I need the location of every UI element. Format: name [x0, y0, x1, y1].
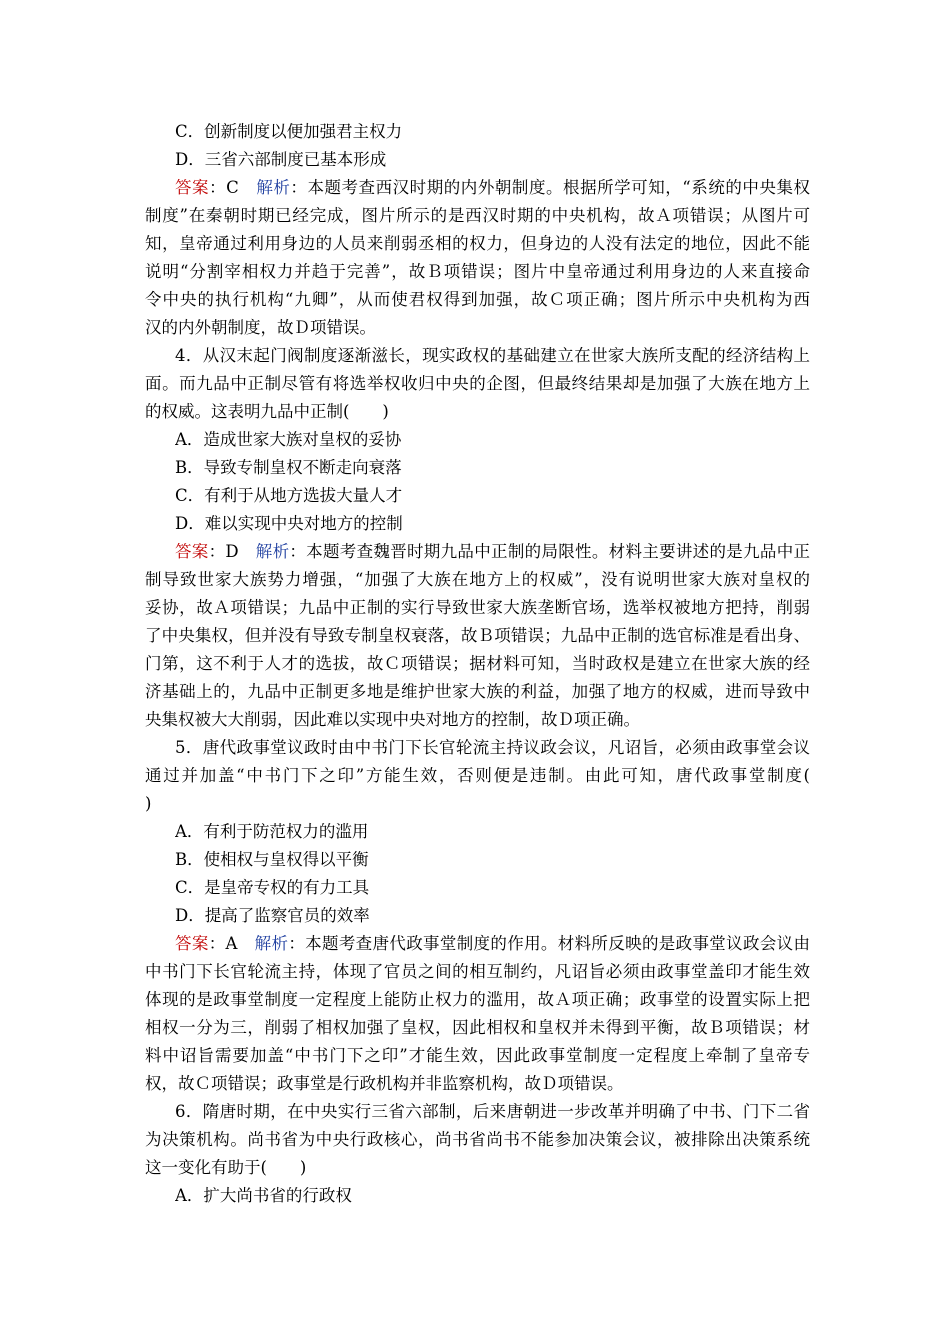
q5-option-d: D．提高了监察官员的效率: [175, 906, 370, 925]
answer-label: 答案: [175, 934, 209, 953]
answer-value: ：C: [209, 178, 257, 197]
analysis-label: 解析: [255, 542, 290, 561]
q5-stem-line: ): [145, 794, 152, 813]
analysis-text: ：本题考查魏晋时期九品中正制的局限性。材料主要讲述的是九品中正: [289, 542, 810, 561]
q4-analysis-line: 妥协，故Ａ项错误；九品中正制的实行导致世家大族垄断官场，选举权被地方把持，削弱: [145, 598, 810, 617]
q3-analysis-line: 汉的内外朝制度，故Ｄ项错误。: [145, 318, 376, 337]
q5-stem-line: 5．唐代政事堂议政时由中书门下长官轮流主持议政会议，凡诏旨，必须由政事堂会议: [175, 738, 810, 757]
answer-value: ：D: [208, 542, 256, 561]
q5-option-c: C．是皇帝专权的有力工具: [175, 878, 370, 897]
q5-option-b: B．使相权与皇权得以平衡: [175, 850, 369, 869]
q3-analysis-line: 制度”在秦朝时期已经完成，图片所示的是西汉时期的中央机构，故Ａ项错误；从图片可: [145, 206, 810, 225]
q4-answer-line: [175, 538, 810, 566]
q5-answer-line: [175, 930, 810, 958]
analysis-label: 解析: [256, 178, 291, 197]
q5-analysis-line: 相权一分为三，削弱了相权加强了皇权，因此相权和皇权并未得到平衡，故Ｂ项错误；材: [145, 1018, 810, 1037]
q4-stem-line: 面。而九品中正制尽管有将选举权收归中央的企图，但最终结果却是加强了大族在地方上: [145, 374, 810, 393]
q3-answer-line: [175, 174, 810, 202]
q4-stem-line: 的权威。这表明九品中正制( ): [145, 402, 389, 421]
answer-label: 答案: [175, 178, 210, 197]
q4-analysis-line: 制导致世家大族势力增强，“加强了大族在地方上的权威”，没有说明世家大族对皇权的: [145, 570, 810, 589]
q4-option-c: C．有利于从地方选拔大量人才: [175, 486, 403, 505]
q3-analysis-line: 令中央的执行机构“九卿”，从而使君权得到加强，故Ｃ项正确；图片所示中央机构为西: [145, 290, 810, 309]
q6-stem-line: 为决策机构。尚书省为中央行政核心，尚书省尚书不能参加决策会议，被排除出决策系统: [145, 1130, 810, 1149]
q5-option-a: A．有利于防范权力的滥用: [175, 822, 369, 841]
q4-option-b: B．导致专制皇权不断走向衰落: [175, 458, 402, 477]
q3-analysis-line: 知，皇帝通过利用身边的人员来削弱丞相的权力，但身边的人没有法定的地位，因此不能: [145, 234, 810, 253]
q4-option-d: D．难以实现中央对地方的控制: [175, 514, 403, 533]
q5-analysis-line: 中书门下长官轮流主持，体现了官员之间的相互制约，凡诏旨必须由政事堂盖印才能生效: [145, 962, 810, 981]
q6-stem-line: 6．隋唐时期，在中央实行三省六部制，后来唐朝进一步改革并明确了中书、门下二省: [175, 1102, 810, 1121]
analysis-label: 解析: [254, 934, 289, 953]
q4-analysis-line: 了中央集权，但并没有导致专制皇权衰落，故Ｂ项错误；九品中正制的选官标准是看出身、: [145, 626, 810, 645]
q4-stem-line: 4．从汉末起门阀制度逐渐滋长，现实政权的基础建立在世家大族所支配的经济结构上: [175, 346, 810, 365]
q5-analysis-line: 权，故Ｃ项错误；政事堂是行政机构并非监察机构，故Ｄ项错误。: [145, 1074, 624, 1093]
q6-stem-line: 这一变化有助于( ): [145, 1158, 307, 1177]
q4-option-a: A．造成世家大族对皇权的妥协: [175, 430, 402, 449]
q5-analysis-line: 料中诏旨需要加盖“中书门下之印”才能生效，因此政事堂制度一定程度上牵制了皇帝专: [145, 1046, 810, 1065]
q4-analysis-line: 济基础上的，九品中正制更多地是维护世家大族的利益，加强了地方的权威，进而导致中: [145, 682, 810, 701]
q4-analysis-line: 央集权被大大削弱，因此难以实现中央对地方的控制，故Ｄ项正确。: [145, 710, 640, 729]
q5-analysis-line: 体现的是政事堂制度一定程度上能防止权力的滥用，故Ａ项正确；政事堂的设置实际上把: [145, 990, 810, 1009]
q3-option-d: D．三省六部制度已基本形成: [175, 150, 387, 169]
q4-analysis-line: 门第，这不利于人才的选拔，故Ｃ项错误；据材料可知，当时政权是建立在世家大族的经: [145, 654, 810, 673]
q5-stem-line: 通过并加盖“中书门下之印”方能生效，否则便是违制。由此可知，唐代政事堂制度(: [145, 766, 810, 785]
q3-option-c: C．创新制度以便加强君主权力: [175, 122, 403, 141]
answer-label: 答案: [175, 542, 209, 561]
analysis-text: ：本题考查西汉时期的内外朝制度。根据所学可知，“系统的中央集权: [290, 178, 810, 197]
q6-option-a: A．扩大尚书省的行政权: [175, 1186, 352, 1205]
q3-analysis-line: 说明“分割宰相权力并趋于完善”，故Ｂ项错误；图片中皇帝通过利用身边的人来直接命: [145, 262, 810, 281]
analysis-text: ：本题考查唐代政事堂制度的作用。材料所反映的是政事堂议政会议由: [288, 934, 810, 953]
answer-value: ：A: [208, 934, 255, 953]
